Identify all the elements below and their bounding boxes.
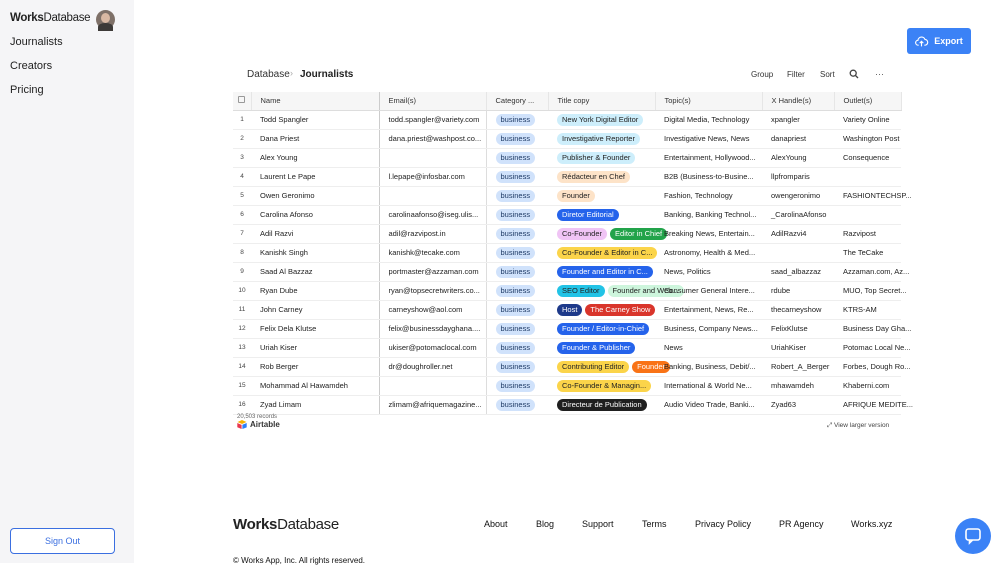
name-cell[interactable]: John Carney — [251, 300, 379, 319]
title-cell[interactable] — [548, 376, 655, 395]
name-cell[interactable]: Laurent Le Pape — [251, 167, 379, 186]
title-pill: Founder & Publisher — [557, 342, 635, 354]
row-number: 7 — [233, 224, 251, 243]
column-header[interactable]: Category ... — [486, 92, 548, 110]
expand-icon: ⤢ — [827, 422, 835, 429]
sidebar-item-pricing[interactable]: Pricing — [10, 84, 44, 96]
category-cell[interactable] — [486, 262, 548, 281]
title-pill: Co-Founder & Editor in C... — [557, 247, 657, 259]
name-cell[interactable]: Uriah Kiser — [251, 338, 379, 357]
row-number: 6 — [233, 205, 251, 224]
more-options-icon[interactable]: ··· — [875, 69, 884, 79]
category-cell[interactable] — [486, 224, 548, 243]
x-handle-cell[interactable]: thecarneyshow — [762, 300, 834, 319]
name-cell[interactable]: Rob Berger — [251, 357, 379, 376]
email-cell[interactable]: felix@businessdayghana.... — [379, 319, 486, 338]
copyright: © Works App, Inc. All rights reserved. — [233, 556, 366, 565]
category-cell[interactable] — [486, 148, 548, 167]
outlet-cell[interactable] — [834, 205, 901, 224]
name-cell[interactable]: Alex Young — [251, 148, 379, 167]
title-pill: Diretor Editorial — [557, 209, 619, 221]
title-pill: Publisher & Founder — [557, 152, 635, 164]
title-cell[interactable] — [548, 357, 666, 376]
email-cell[interactable]: carolinaafonso@iseg.ulis... — [379, 205, 486, 224]
name-cell[interactable]: Dana Priest — [251, 129, 379, 148]
title-pill: Directeur de Publication — [557, 399, 647, 411]
row-number: 16 — [233, 395, 251, 414]
email-cell[interactable]: carneyshow@aol.com — [379, 300, 486, 319]
category-cell[interactable] — [486, 395, 548, 414]
title-cell[interactable] — [548, 224, 663, 243]
x-handle-cell[interactable]: xpangler — [762, 110, 834, 129]
table-row[interactable] — [233, 186, 901, 205]
outlet-cell[interactable]: Consequence — [834, 148, 901, 167]
category-pill: business — [496, 152, 536, 164]
title-cell[interactable] — [548, 186, 655, 205]
name-cell[interactable]: Todd Spangler — [251, 110, 379, 129]
sign-out-button[interactable]: Sign Out — [10, 528, 115, 554]
row-number: 8 — [233, 243, 251, 262]
chat-button[interactable] — [955, 518, 991, 554]
category-pill: business — [496, 380, 536, 392]
search-icon[interactable] — [849, 69, 859, 81]
x-handle-cell[interactable]: owengeronimo — [762, 186, 834, 205]
x-handle-cell[interactable]: danapriest — [762, 129, 834, 148]
topics-cell[interactable]: Consumer General Intere... — [655, 281, 762, 300]
table-row[interactable] — [233, 205, 901, 224]
title-pill: Editor in Chief — [610, 228, 667, 240]
title-pill: The Carney Show — [585, 304, 655, 316]
email-cell[interactable]: portmaster@azzaman.com — [379, 262, 486, 281]
column-header[interactable]: X Handle(s) — [762, 92, 834, 110]
x-handle-cell[interactable]: llpfromparis — [762, 167, 834, 186]
topics-cell[interactable]: Fashion, Technology — [655, 186, 762, 205]
category-pill: business — [496, 171, 536, 183]
topics-cell[interactable]: Astronomy, Health & Med... — [655, 243, 762, 262]
table-row[interactable] — [233, 262, 901, 281]
title-cell[interactable] — [548, 395, 655, 414]
row-number: 11 — [233, 300, 251, 319]
footer-link-about[interactable]: About — [484, 519, 508, 529]
category-pill: business — [496, 323, 536, 335]
select-all-checkbox[interactable] — [233, 92, 251, 110]
category-pill: business — [496, 266, 536, 278]
title-pill: Founder — [557, 190, 595, 202]
column-header[interactable]: Title copy — [548, 92, 655, 110]
topics-cell[interactable]: Entertainment, Hollywood... — [655, 148, 762, 167]
topics-cell[interactable]: News — [655, 338, 762, 357]
table-row[interactable] — [233, 243, 901, 262]
email-cell[interactable]: l.lepape@infosbar.com — [379, 167, 486, 186]
category-pill: business — [496, 228, 536, 240]
title-pill: New York Digital Editor — [557, 114, 643, 126]
category-cell[interactable] — [486, 186, 548, 205]
row-number: 13 — [233, 338, 251, 357]
topics-cell[interactable]: Business, Company News... — [655, 319, 762, 338]
email-cell[interactable] — [379, 186, 486, 205]
table-row[interactable] — [233, 357, 901, 376]
title-pill: Founder / Editor-in-Chief — [557, 323, 649, 335]
name-cell[interactable]: Saad Al Bazzaz — [251, 262, 379, 281]
footer-logo[interactable]: WorksDatabase — [233, 516, 339, 533]
row-number: 9 — [233, 262, 251, 281]
outlet-cell[interactable]: Azzaman.com, Az... — [834, 262, 901, 281]
outlet-cell[interactable]: The TeCake — [834, 243, 901, 262]
table-row[interactable] — [233, 395, 901, 414]
title-pill: Host — [557, 304, 582, 316]
name-cell[interactable]: Zyad Limam — [251, 395, 379, 414]
column-header[interactable]: Email(s) — [379, 92, 486, 110]
row-number: 4 — [233, 167, 251, 186]
sidebar-item-journalists[interactable]: Journalists — [10, 36, 63, 48]
title-cell[interactable] — [548, 148, 655, 167]
title-pill: Co-Founder — [557, 228, 607, 240]
x-handle-cell[interactable]: Robert_A_Berger — [762, 357, 834, 376]
title-cell[interactable] — [548, 129, 655, 148]
row-number: 15 — [233, 376, 251, 395]
category-cell[interactable] — [486, 357, 548, 376]
table-row[interactable] — [233, 319, 901, 338]
title-cell[interactable] — [548, 281, 679, 300]
embed-toolbar — [233, 60, 901, 88]
email-cell[interactable]: kanishk@tecake.com — [379, 243, 486, 262]
title-cell[interactable] — [548, 338, 655, 357]
title-cell[interactable] — [548, 319, 655, 338]
chat-icon — [964, 527, 982, 545]
outlet-cell[interactable]: FASHIONTECHSP... — [834, 186, 901, 205]
title-pill: Founder and Web... — [608, 285, 684, 297]
column-header[interactable]: Name — [251, 92, 379, 110]
category-pill: business — [496, 285, 536, 297]
table-header-row — [233, 92, 901, 110]
row-number: 12 — [233, 319, 251, 338]
title-cell[interactable] — [548, 205, 655, 224]
table-row[interactable] — [233, 110, 901, 129]
topics-cell[interactable]: Digital Media, Technology — [655, 110, 762, 129]
x-handle-cell[interactable]: UriahKiser — [762, 338, 834, 357]
category-cell[interactable] — [486, 319, 548, 338]
topics-cell[interactable]: Banking, Business, Debit/... — [655, 357, 762, 376]
footer-link-terms[interactable]: Terms — [642, 519, 667, 529]
export-button[interactable]: Export — [907, 28, 971, 54]
x-handle-cell[interactable]: FelixKlutse — [762, 319, 834, 338]
title-pill: SEO Editor — [557, 285, 605, 297]
footer-link-privacy[interactable]: Privacy Policy — [695, 519, 752, 529]
table-row[interactable] — [233, 148, 901, 167]
topics-cell[interactable]: Audio Video Trade, Banki... — [655, 395, 762, 414]
name-cell[interactable]: Adil Razvi — [251, 224, 379, 243]
name-cell[interactable]: Felix Dela Klutse — [251, 319, 379, 338]
outlet-cell[interactable]: Variety Online — [834, 110, 901, 129]
view-larger-version-link[interactable]: ⤢ View larger version — [827, 422, 890, 429]
row-number: 1 — [233, 110, 251, 129]
email-cell[interactable]: zlimam@afriquemagazine... — [379, 395, 486, 414]
row-number: 14 — [233, 357, 251, 376]
outlet-cell[interactable]: Washington Post — [834, 129, 901, 148]
email-cell[interactable] — [379, 148, 486, 167]
x-handle-cell[interactable]: saad_albazzaz — [762, 262, 834, 281]
category-pill: business — [496, 361, 536, 373]
category-cell[interactable] — [486, 110, 548, 129]
table-row[interactable] — [233, 129, 901, 148]
category-pill: business — [496, 133, 536, 145]
category-cell[interactable] — [486, 243, 548, 262]
title-cell[interactable] — [548, 262, 655, 281]
table-row[interactable] — [233, 281, 901, 300]
row-number: 10 — [233, 281, 251, 300]
sidebar-item-creators[interactable]: Creators — [10, 60, 53, 72]
group-button[interactable]: Group — [751, 70, 774, 79]
breadcrumb-journalists: Journalists — [300, 69, 354, 80]
email-cell[interactable]: todd.spangler@variety.com — [379, 110, 486, 129]
brand-logo[interactable]: WorksDatabase — [10, 12, 91, 24]
outlet-cell[interactable]: Potomac Local Ne... — [834, 338, 901, 357]
x-handle-cell[interactable]: AlexYoung — [762, 148, 834, 167]
title-cell[interactable] — [548, 167, 655, 186]
title-pill: Rédacteur en Chef — [557, 171, 630, 183]
footer-link-pr-agency[interactable]: PR Agency — [779, 519, 824, 529]
topics-cell[interactable]: Entertainment, News, Re... — [655, 300, 762, 319]
category-cell[interactable] — [486, 338, 548, 357]
x-handle-cell[interactable]: Zyad63 — [762, 395, 834, 414]
email-cell[interactable]: dr@doughroller.net — [379, 357, 486, 376]
name-cell[interactable]: Mohammad Al Hawamdeh — [251, 376, 379, 395]
topics-cell[interactable]: Banking, Banking Technol... — [655, 205, 762, 224]
breadcrumb-database[interactable]: Database — [247, 69, 290, 80]
title-pill: Contributing Editor — [557, 361, 629, 373]
column-header[interactable]: Outlet(s) — [834, 92, 901, 110]
table-row[interactable] — [233, 224, 901, 243]
journalists-table — [233, 92, 914, 415]
topics-cell[interactable]: Breaking News, Entertain... — [655, 224, 762, 243]
name-cell[interactable]: Carolina Afonso — [251, 205, 379, 224]
outlet-cell[interactable]: MUO, Top Secret... — [834, 281, 901, 300]
table-row[interactable] — [233, 376, 901, 395]
column-header[interactable]: Topic(s) — [655, 92, 762, 110]
category-pill: business — [496, 209, 536, 221]
email-cell[interactable]: ryan@topsecretwriters.co... — [379, 281, 486, 300]
topics-cell[interactable]: News, Politics — [655, 262, 762, 281]
email-cell[interactable]: dana.priest@washpost.co... — [379, 129, 486, 148]
name-cell[interactable]: Kanishk Singh — [251, 243, 379, 262]
category-cell[interactable] — [486, 281, 548, 300]
outlet-cell[interactable] — [834, 167, 901, 186]
email-cell[interactable]: ukiser@potomaclocal.com — [379, 338, 486, 357]
title-cell[interactable] — [548, 243, 655, 262]
outlet-cell[interactable]: Razvipost — [834, 224, 901, 243]
topics-cell[interactable]: Investigative News, News — [655, 129, 762, 148]
x-handle-cell[interactable]: rdube — [762, 281, 834, 300]
sidebar — [0, 0, 134, 563]
category-cell[interactable] — [486, 300, 548, 319]
category-cell[interactable] — [486, 129, 548, 148]
x-handle-cell[interactable]: AdilRazvi4 — [762, 224, 834, 243]
title-pill: Founder — [632, 361, 670, 373]
table-row[interactable] — [233, 300, 901, 319]
x-handle-cell[interactable] — [762, 243, 834, 262]
title-pill: Co-Founder & Managin... — [557, 380, 651, 392]
x-handle-cell[interactable]: _CarolinaAfonso — [762, 205, 834, 224]
title-pill: Investigative Reporter — [557, 133, 640, 145]
airtable-icon — [237, 420, 247, 429]
footer-link-blog[interactable]: Blog — [536, 519, 555, 529]
avatar[interactable] — [96, 10, 115, 29]
airtable-logo[interactable]: Airtable — [237, 420, 280, 429]
outlet-cell[interactable]: Forbes, Dough Ro... — [834, 357, 901, 376]
outlet-cell[interactable]: Khaberni.com — [834, 376, 901, 395]
outlet-cell[interactable]: AFRIQUE MEDITE... — [834, 395, 901, 414]
topics-cell[interactable]: International & World Ne... — [655, 376, 762, 395]
row-number: 2 — [233, 129, 251, 148]
category-cell[interactable] — [486, 205, 548, 224]
title-cell[interactable] — [548, 300, 655, 319]
category-pill: business — [496, 114, 536, 126]
footer-link-works-xyz[interactable]: Works.xyz — [851, 519, 893, 529]
chevron-right-icon: › — [290, 68, 293, 78]
footer-link-support[interactable]: Support — [582, 519, 614, 529]
email-cell[interactable] — [379, 376, 486, 395]
x-handle-cell[interactable]: mhawamdeh — [762, 376, 834, 395]
row-number: 3 — [233, 148, 251, 167]
name-cell[interactable]: Ryan Dube — [251, 281, 379, 300]
category-pill: business — [496, 304, 536, 316]
title-cell[interactable] — [548, 110, 655, 129]
name-cell[interactable]: Owen Geronimo — [251, 186, 379, 205]
category-pill: business — [496, 342, 536, 354]
sort-button[interactable]: Sort — [820, 70, 835, 79]
category-pill: business — [496, 399, 536, 411]
topics-cell[interactable]: B2B (Business-to-Busine... — [655, 167, 762, 186]
category-pill: business — [496, 247, 536, 259]
email-cell[interactable]: adil@razvipost.in — [379, 224, 486, 243]
record-count: 20,503 records — [237, 414, 278, 420]
category-cell[interactable] — [486, 376, 548, 395]
outlet-cell[interactable]: Business Day Gha... — [834, 319, 901, 338]
cloud-upload-icon — [915, 35, 928, 48]
table-row[interactable] — [233, 167, 901, 186]
table-row[interactable] — [233, 338, 901, 357]
category-pill: business — [496, 190, 536, 202]
category-cell[interactable] — [486, 167, 548, 186]
filter-button[interactable]: Filter — [787, 70, 805, 79]
outlet-cell[interactable]: KTRS-AM — [834, 300, 901, 319]
title-pill: Founder and Editor in C... — [557, 266, 653, 278]
airtable-embed — [233, 60, 914, 435]
row-number: 5 — [233, 186, 251, 205]
